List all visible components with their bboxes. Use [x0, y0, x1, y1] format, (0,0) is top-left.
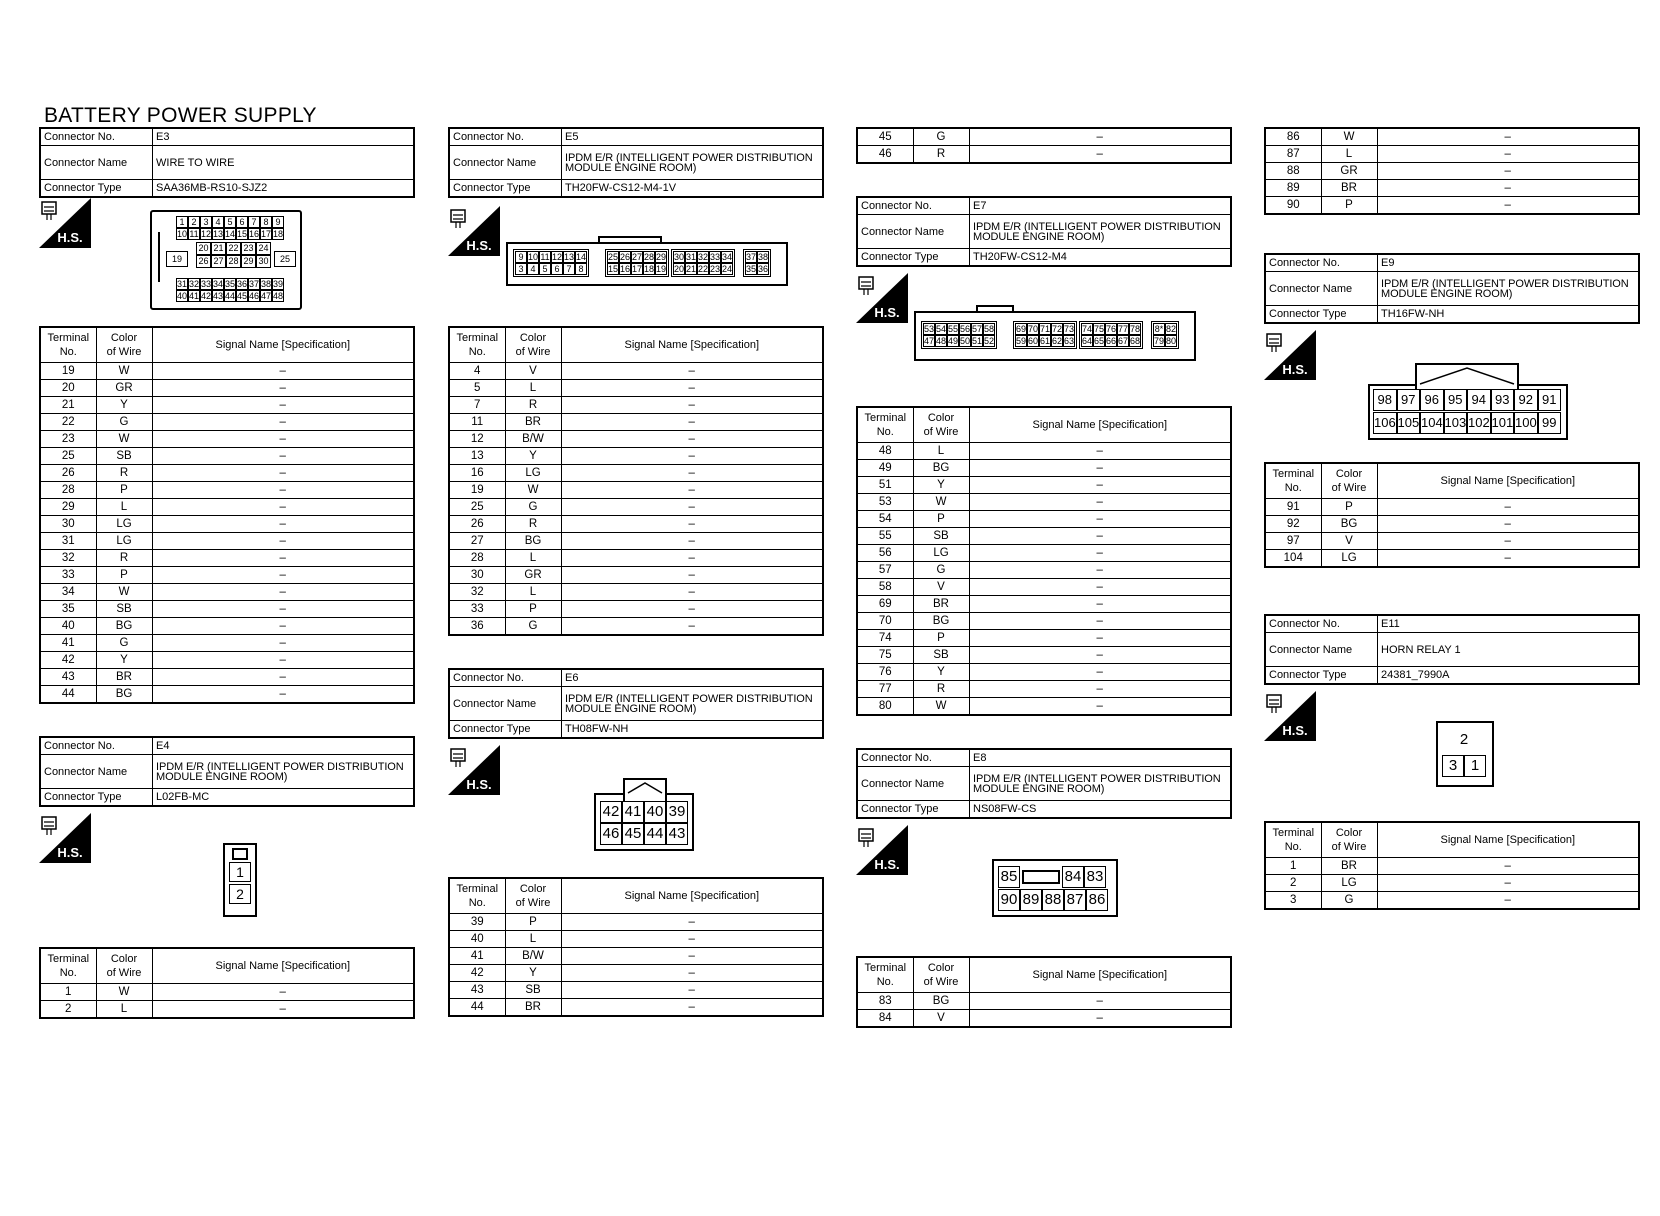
connector-pin: 28	[644, 252, 655, 262]
table-row: 1 W –	[40, 984, 414, 1001]
connector-pin: 49	[948, 336, 959, 346]
connector-diagram-e11	[1264, 685, 1640, 821]
table-row: 43 BR –	[40, 669, 414, 686]
table-row: 75 SB –	[857, 647, 1231, 664]
table-row: 46 R –	[857, 146, 1231, 164]
connector-info-e7: Connector No. E7 Connector Name IPDM E/R (INTELLIGENT POWER DISTRIBUTION MODULE ENGINE ROOM) Connector Type TH20FW-CS12-M4	[856, 196, 1232, 267]
table-row: 32 L –	[449, 584, 823, 601]
connector-pin: 61	[1040, 336, 1051, 346]
table-row: 89 BR –	[1265, 180, 1639, 197]
connector-pin: 79	[1154, 336, 1165, 346]
connector-pin: 14	[576, 252, 587, 262]
connector-pin: 22	[226, 242, 241, 255]
connector-pin: 52	[984, 336, 995, 346]
connector-pin: 20	[196, 242, 211, 255]
table-row: 7 R –	[449, 397, 823, 414]
connector-pin: 34	[722, 252, 733, 262]
terminal-table-e11: Terminal No. Color of Wire Signal Name [Specification] 1 BR – 2 LG – 3 G –	[1264, 821, 1640, 910]
connector-pin: 41	[622, 801, 644, 823]
connector-pin: 67	[1118, 336, 1129, 346]
connector-pin: 22	[698, 264, 709, 274]
table-row: 48 L –	[857, 443, 1231, 460]
connector-pin: 92	[1514, 389, 1538, 411]
connector-housing	[506, 242, 788, 286]
connector-diagram-e9	[1264, 324, 1640, 462]
connector-pin: 9	[515, 251, 527, 263]
harness-side-icon	[1264, 330, 1316, 380]
table-row: 25 G –	[449, 499, 823, 516]
harness-side-icon	[39, 198, 91, 248]
connector-pin: 60	[1028, 336, 1039, 346]
connector-pin: 82	[1166, 324, 1177, 334]
terminal-table-e8: Terminal No. Color of Wire Signal Name [Specification] 83 BG – 84 V –	[856, 956, 1232, 1028]
connector-info-e3: Connector No. E3 Connector Name WIRE TO WIRE Connector Type SAA36MB-RS10-SJZ2	[39, 127, 415, 198]
connector-housing	[594, 793, 694, 851]
table-row: 1 BR –	[1265, 858, 1639, 875]
table-row: 42 Y –	[449, 965, 823, 982]
table-row: 19 W –	[40, 363, 414, 380]
table-row: 30 LG –	[40, 516, 414, 533]
harness-side-icon	[448, 206, 500, 256]
table-row: 30 GR –	[449, 567, 823, 584]
harness-side-icon	[39, 813, 91, 863]
connector-pin: 74	[1082, 324, 1093, 334]
table-row: 83 BG –	[857, 993, 1231, 1010]
connector-pin: 8	[575, 263, 587, 275]
table-row: 51 Y –	[857, 477, 1231, 494]
connector-pin: 104	[1420, 412, 1444, 434]
connector-pin: 48	[936, 336, 947, 346]
connector-housing	[914, 311, 1196, 361]
table-row: 87 L –	[1265, 146, 1639, 163]
connector-diagram-e3	[39, 198, 415, 326]
connector-pin: 47	[924, 336, 935, 346]
connector-pin: 32	[189, 279, 200, 289]
connector-pin: 32	[698, 252, 709, 262]
connector-diagram-e4	[39, 807, 415, 947]
connector-housing	[1368, 384, 1568, 440]
table-row: 22 G –	[40, 414, 414, 431]
connector-pin: 33	[710, 252, 721, 262]
connector-pin: 65	[1094, 336, 1105, 346]
table-row: 33 P –	[449, 601, 823, 618]
connector-pin: 23	[241, 242, 256, 255]
connector-pin: 17	[261, 229, 272, 239]
harness-side-icon	[448, 745, 500, 795]
connector-pin: 44	[225, 291, 236, 301]
connector-pin: 39	[666, 801, 688, 823]
connector-pin: 3	[200, 216, 212, 228]
connector-pin: 4	[212, 216, 224, 228]
connector-pin: 13	[564, 252, 575, 262]
table-row: 27 BG –	[449, 533, 823, 550]
table-row: 44 BG –	[40, 686, 414, 704]
connector-pin: 91	[1538, 389, 1562, 411]
connector-name-value: WIRE TO WIRE	[153, 146, 415, 180]
connector-pin: 29	[241, 255, 256, 268]
table-row: 58 V –	[857, 579, 1231, 596]
connector-info-e11: Connector No. E11 Connector Name HORN RELAY 1 Connector Type 24381_7990A	[1264, 614, 1640, 685]
connector-pin: 99	[1538, 412, 1562, 434]
connector-pin: 37	[746, 252, 757, 262]
table-row: 12 B/W –	[449, 431, 823, 448]
connector-pin: 106	[1373, 412, 1397, 434]
table-row: 97 V –	[1265, 533, 1639, 550]
connector-pin: 50	[960, 336, 971, 346]
connector-pin: 16	[620, 264, 631, 274]
table-row: 44 BR –	[449, 999, 823, 1017]
connector-pin: 11	[189, 229, 199, 239]
connector-pin: 16	[249, 229, 260, 239]
connector-pin: 30	[674, 252, 685, 262]
terminal-table-e6: Terminal No. Color of Wire Signal Name [Specification] 39 P – 40 L – 41 B/W – 42 Y – 43 SB – 44 BR –	[448, 877, 824, 1017]
table-row: 13 Y –	[449, 448, 823, 465]
svg-text:H.S.: H.S.	[466, 777, 492, 792]
connector-pin: 28	[226, 255, 241, 268]
connector-diagram-e5	[448, 198, 824, 326]
harness-side-icon	[856, 825, 908, 875]
connector-pin: 5	[224, 216, 236, 228]
connector-info-e6: Connector No. E6 Connector Name IPDM E/R (INTELLIGENT POWER DISTRIBUTION MODULE ENGINE ROOM) Connector Type TH08FW-NH	[448, 668, 824, 739]
table-row: 91 P –	[1265, 499, 1639, 516]
connector-pin: 89	[1020, 889, 1042, 911]
table-row: 40 BG –	[40, 618, 414, 635]
table-row: 40 L –	[449, 931, 823, 948]
connector-pin: 88	[1042, 889, 1064, 911]
connector-housing: 85 84 83 90 89 88 87 86	[992, 859, 1118, 917]
connector-pin: 6	[236, 216, 248, 228]
page-title: BATTERY POWER SUPPLY	[44, 104, 317, 127]
connector-pin: 46	[249, 291, 260, 301]
connector-pin: 90	[998, 889, 1020, 911]
connector-pin: 54	[936, 324, 947, 334]
table-row: 80 W –	[857, 698, 1231, 716]
connector-pin: 12	[552, 252, 563, 262]
connector-pin: 13	[213, 229, 224, 239]
connector-pin: 58	[984, 324, 995, 334]
connector-pin: 7	[563, 263, 575, 275]
connector-housing: 2 3 1	[1436, 721, 1494, 787]
table-row: 21 Y –	[40, 397, 414, 414]
table-row: 45 G –	[857, 128, 1231, 146]
connector-pin: 9	[272, 216, 284, 228]
connector-pin: 69	[1016, 324, 1027, 334]
connector-pin: 43	[213, 291, 224, 301]
connector-pin: 24	[256, 242, 271, 255]
connector-pin: 11	[540, 252, 550, 262]
connector-pin: 51	[972, 336, 983, 346]
connector-pin: 26	[196, 255, 211, 268]
connector-pin: 38	[261, 279, 272, 289]
connector-pin: 77	[1118, 324, 1129, 334]
connector-pin: 15	[237, 229, 248, 239]
connector-pin: 56	[960, 324, 971, 334]
table-row: 41 G –	[40, 635, 414, 652]
connector-pin: 48	[273, 291, 284, 301]
connector-pin: 97	[1397, 389, 1421, 411]
connector-pin: 6	[551, 263, 563, 275]
connector-pin: 93	[1491, 389, 1515, 411]
connector-pin: 36	[237, 279, 248, 289]
table-row: 90 P –	[1265, 197, 1639, 215]
connector-info-e5: Connector No. E5 Connector Name IPDM E/R (INTELLIGENT POWER DISTRIBUTION MODULE ENGINE ROOM) Connector Type TH20FW-CS12-M4-1V	[448, 127, 824, 198]
connector-pin: 21	[686, 264, 697, 274]
connector-pin: 18	[644, 264, 655, 274]
connector-pin: 10	[177, 229, 188, 239]
harness-side-icon	[1264, 691, 1316, 741]
terminal-table-e9: Terminal No. Color of Wire Signal Name [Specification] 91 P – 92 BG – 97 V – 104 LG –	[1264, 462, 1640, 568]
table-row: 55 SB –	[857, 528, 1231, 545]
connector-pin: 42	[201, 291, 212, 301]
connector-pin: 72	[1052, 324, 1063, 334]
table-row: 42 Y –	[40, 652, 414, 669]
connector-pin: 46	[600, 823, 622, 845]
connector-pin: 14	[225, 229, 236, 239]
table-row: 32 R –	[40, 550, 414, 567]
terminal-table-e3: Terminal No. Color of Wire Signal Name [Specification] 19 W – 20 GR – 21 Y – 22 G – 23 W – 25 SB – 26 R – 28 P – 29 L – 30 LG – 31 LG – 32 R – 33 P – 34 W – 35 SB – 40 BG – 41 G – 42 Y – 43 BR – 44 BG –	[39, 326, 415, 704]
connector-pin: 102	[1467, 412, 1491, 434]
connector-pin: 73	[1064, 324, 1075, 334]
table-row: 92 BG –	[1265, 516, 1639, 533]
connector-info-e9: Connector No. E9 Connector Name IPDM E/R (INTELLIGENT POWER DISTRIBUTION MODULE ENGINE ROOM) Connector Type TH16FW-NH	[1264, 253, 1640, 324]
table-row: 23 W –	[40, 431, 414, 448]
connector-pin: 80	[1166, 336, 1177, 346]
connector-pin: 10	[528, 252, 539, 262]
table-row: 29 L –	[40, 499, 414, 516]
connector-pin: 33	[201, 279, 212, 289]
connector-pin: 95	[1444, 389, 1468, 411]
connector-pin: 31	[686, 252, 697, 262]
connector-pin: 17	[632, 264, 643, 274]
table-row: 84 V –	[857, 1010, 1231, 1028]
terminal-table-e8-continued	[1264, 127, 1640, 215]
table-row: 11 BR –	[449, 414, 823, 431]
connector-pin: 42	[600, 801, 622, 823]
column-1	[39, 127, 415, 1019]
connector-pin: 29	[656, 252, 667, 262]
connector-pin: 35	[746, 264, 757, 274]
connector-pin: 103	[1444, 412, 1468, 434]
connector-pin: 47	[261, 291, 272, 301]
table-row: 74 P –	[857, 630, 1231, 647]
connector-pin: 57	[972, 324, 983, 334]
table-row: 28 P –	[40, 482, 414, 499]
connector-pin: 12	[201, 229, 212, 239]
connector-pin: 18	[273, 229, 284, 239]
table-row: 33 P –	[40, 567, 414, 584]
table-row: 54 P –	[857, 511, 1231, 528]
connector-pin: 76	[1106, 324, 1117, 334]
table-row: 57 G –	[857, 562, 1231, 579]
table-row: 3 G –	[1265, 892, 1639, 910]
svg-text:H.S.: H.S.	[874, 305, 900, 320]
table-row: 2 LG –	[1265, 875, 1639, 892]
table-row: 77 R –	[857, 681, 1231, 698]
terminal-table-e6-continued	[856, 127, 1232, 164]
connector-pin: 105	[1397, 412, 1421, 434]
connector-pin: 36	[758, 264, 769, 274]
table-row: 43 SB –	[449, 982, 823, 999]
column-2	[448, 127, 824, 1017]
connector-housing: 1 2	[223, 843, 257, 917]
connector-pin: 8*	[1154, 324, 1164, 334]
connector-info-e8: Connector No. E8 Connector Name IPDM E/R (INTELLIGENT POWER DISTRIBUTION MODULE ENGINE ROOM) Connector Type NS08FW-CS	[856, 748, 1232, 819]
connector-housing: 1 2 3 4 5 6 7 8 9 10 11 12 13 14 15 16 17 18 19 20 21 22 23 24 26 27 28 29 30 25 31 32 33 34 35 36 37 38 39 40 41 42 43 44 45 46 47 48	[150, 210, 302, 310]
connector-pin: 20	[674, 264, 685, 274]
table-row: 104 LG –	[1265, 550, 1639, 568]
table-row: 39 P –	[449, 914, 823, 931]
table-row: 16 LG –	[449, 465, 823, 482]
connector-pin: 15	[608, 264, 619, 274]
connector-pin: 94	[1467, 389, 1491, 411]
connector-pin: 59	[1016, 336, 1027, 346]
connector-pin: 31	[177, 279, 188, 289]
terminal-table-e7: Terminal No. Color of Wire Signal Name [Specification] 48 L – 49 BG – 51 Y – 53 W – 54 P – 55 SB – 56 LG – 57 G – 58 V – 69 BR – 70 BG – 74 P – 75 SB – 76 Y – 77 R – 80 W –	[856, 406, 1232, 716]
table-row: 49 BG –	[857, 460, 1231, 477]
connector-pin: 7	[248, 216, 260, 228]
connector-pin: 3	[515, 263, 527, 275]
connector-pin: 25	[608, 252, 619, 262]
connector-pin: 45	[237, 291, 248, 301]
connector-pin: 86	[1086, 889, 1108, 911]
table-row: 35 SB –	[40, 601, 414, 618]
svg-text:H.S.: H.S.	[466, 238, 492, 253]
table-row: 20 GR –	[40, 380, 414, 397]
connector-pin: 23	[710, 264, 721, 274]
connector-type-value: SAA36MB-RS10-SJZ2	[153, 180, 415, 198]
svg-text:H.S.: H.S.	[1282, 362, 1308, 377]
connector-pin: 63	[1064, 336, 1075, 346]
svg-text:H.S.: H.S.	[57, 845, 83, 860]
connector-pin: 27	[632, 252, 643, 262]
table-row: 19 W –	[449, 482, 823, 499]
connector-pin: 40	[177, 291, 188, 301]
table-row: 2 L –	[40, 1001, 414, 1019]
terminal-table-e4: Terminal No. Color of Wire Signal Name [Specification] 1 W – 2 L –	[39, 947, 415, 1019]
connector-diagram-e6	[448, 739, 824, 877]
connector-diagram-e8	[856, 819, 1232, 956]
connector-pin: 71	[1040, 324, 1051, 334]
connector-pin: 19	[656, 264, 667, 274]
connector-pin: 62	[1052, 336, 1063, 346]
table-row: 70 BG –	[857, 613, 1231, 630]
table-row: 76 Y –	[857, 664, 1231, 681]
connector-pin: 34	[213, 279, 224, 289]
table-row: 28 L –	[449, 550, 823, 567]
connector-pin: 53	[924, 324, 935, 334]
connector-pin: 100	[1514, 412, 1538, 434]
connector-pin: 68	[1130, 336, 1141, 346]
connector-pin: 1	[176, 216, 188, 228]
connector-pin: 78	[1130, 324, 1141, 334]
table-row: 5 L –	[449, 380, 823, 397]
connector-pin: 26	[620, 252, 631, 262]
connector-info-e4: Connector No. E4 Connector Name IPDM E/R (INTELLIGENT POWER DISTRIBUTION MODULE ENGINE ROOM) Connector Type L02FB-MC	[39, 736, 415, 807]
table-row: 86 W –	[1265, 128, 1639, 146]
connector-pin: 55	[948, 324, 959, 334]
connector-pin: 41	[189, 291, 200, 301]
table-row: 36 G –	[449, 618, 823, 636]
table-row: 69 BR –	[857, 596, 1231, 613]
svg-text:H.S.: H.S.	[1282, 723, 1308, 738]
connector-pin: 5	[539, 263, 551, 275]
table-row: 53 W –	[857, 494, 1231, 511]
column-4	[1264, 127, 1640, 910]
table-row: 26 R –	[449, 516, 823, 533]
table-row: 26 R –	[40, 465, 414, 482]
table-row: 88 GR –	[1265, 163, 1639, 180]
connector-pin: 30	[256, 255, 271, 268]
connector-pin: 43	[666, 823, 688, 845]
table-row: 25 SB –	[40, 448, 414, 465]
connector-pin: 45	[622, 823, 644, 845]
connector-pin: 2	[188, 216, 200, 228]
table-row: 31 LG –	[40, 533, 414, 550]
connector-pin: 37	[249, 279, 260, 289]
connector-no-value: E3	[153, 128, 415, 146]
connector-pin: 4	[527, 263, 539, 275]
connector-pin: 70	[1028, 324, 1039, 334]
connector-pin: 64	[1082, 336, 1093, 346]
connector-pin: 96	[1420, 389, 1444, 411]
connector-pin: 40	[644, 801, 666, 823]
table-row: 56 LG –	[857, 545, 1231, 562]
connector-diagram-e7	[856, 267, 1232, 406]
table-row: 4 V –	[449, 363, 823, 380]
connector-pin: 101	[1491, 412, 1515, 434]
connector-pin: 35	[225, 279, 236, 289]
connector-pin: 27	[211, 255, 226, 268]
connector-pin: 98	[1373, 389, 1397, 411]
table-row: 41 B/W –	[449, 948, 823, 965]
connector-pin: 21	[211, 242, 226, 255]
harness-side-icon	[856, 273, 908, 323]
connector-pin: 24	[722, 264, 733, 274]
connector-pin: 8	[260, 216, 272, 228]
terminal-table-e5: Terminal No. Color of Wire Signal Name [Specification] 4 V – 5 L – 7 R – 11 BR – 12 B/W – 13 Y – 16 LG – 19 W – 25 G – 26 R – 27 BG – 28 L – 30 GR – 32 L – 33 P – 36 G –	[448, 326, 824, 636]
column-3	[856, 127, 1232, 1028]
connector-pin: 39	[273, 279, 284, 289]
connector-pin: 66	[1106, 336, 1117, 346]
connector-pin: 87	[1064, 889, 1086, 911]
svg-text:H.S.: H.S.	[874, 857, 900, 872]
connector-pin: 44	[644, 823, 666, 845]
svg-text:H.S.: H.S.	[57, 230, 83, 245]
connector-pin: 75	[1094, 324, 1105, 334]
table-row: 34 W –	[40, 584, 414, 601]
connector-pin: 38	[758, 252, 769, 262]
